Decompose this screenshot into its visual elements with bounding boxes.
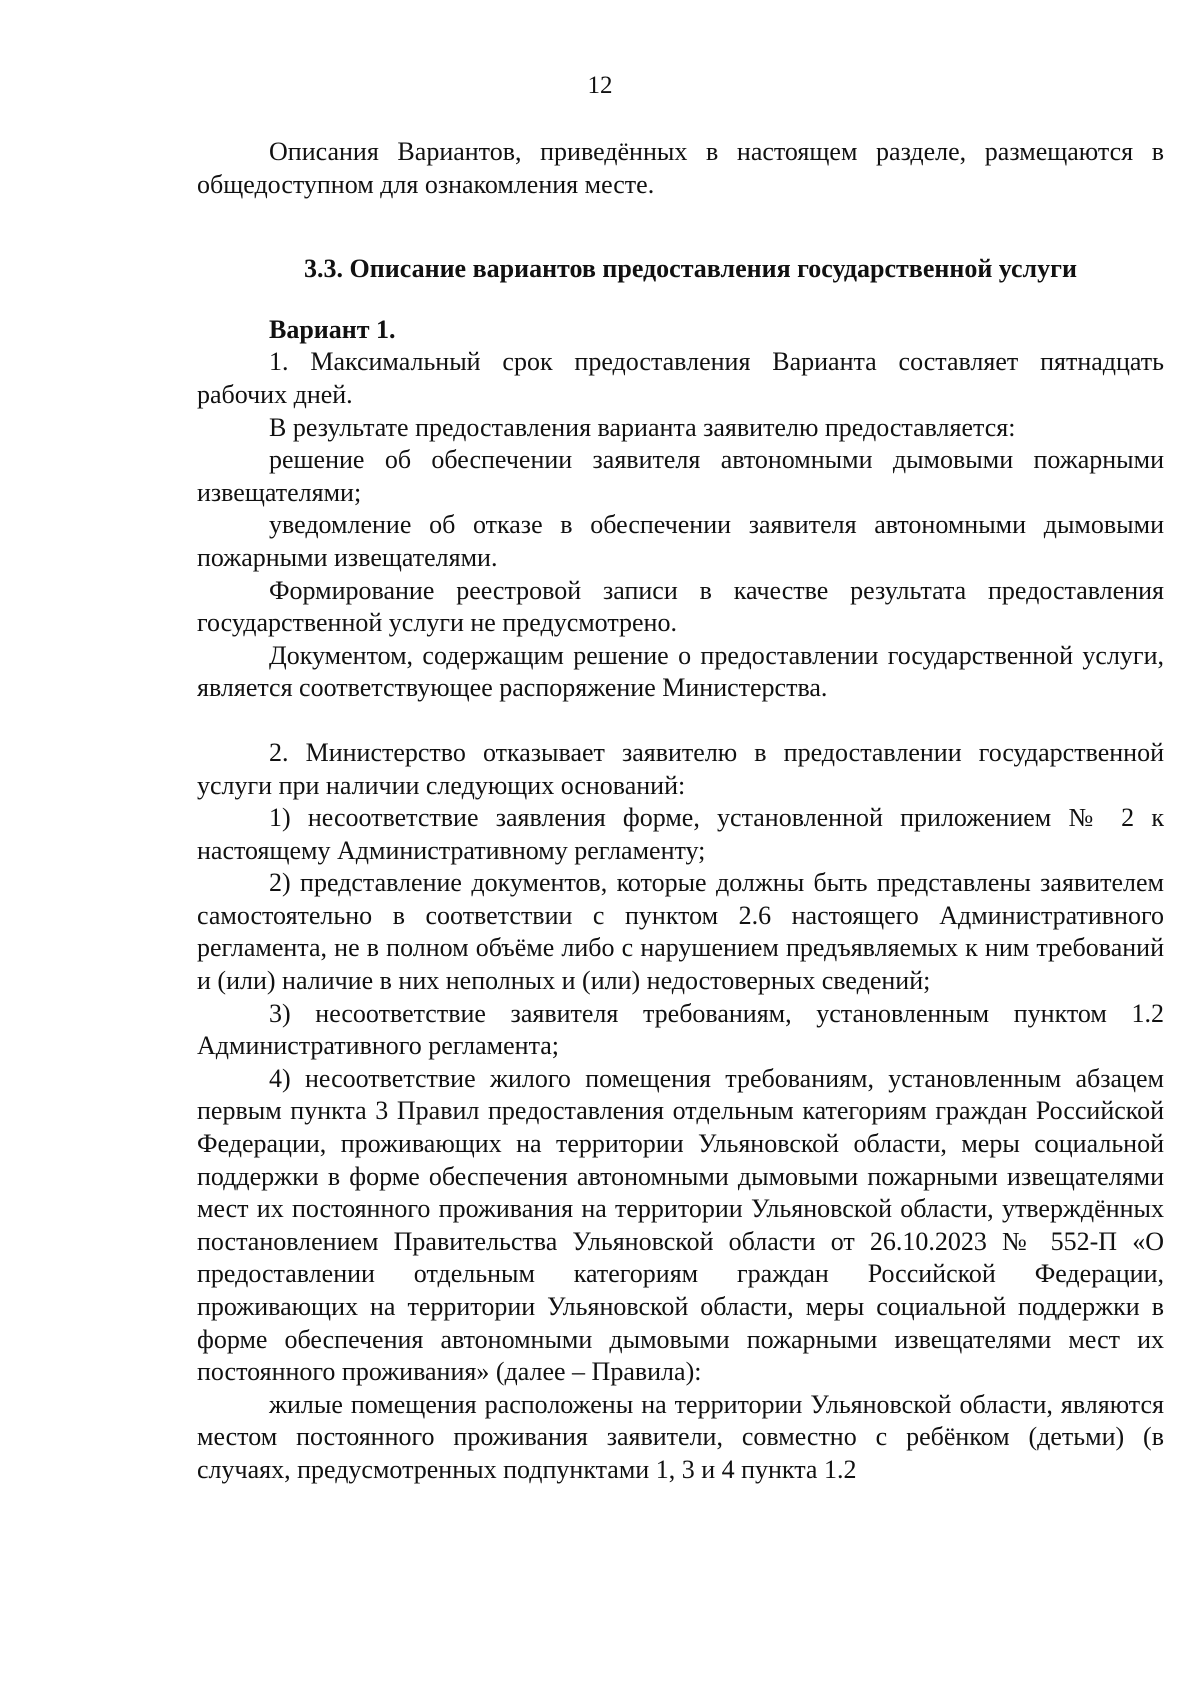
paragraph-refusal-notice: уведомление об отказе в обеспечении заявителя автономными дымовыми пожарными извещателями. (197, 510, 1164, 572)
paragraph-housing: жилые помещения расположены на территории Ульяновской области, являются местом постоянного проживания заявители, совместно с ребёнком (детьми) (в случаях, предусмотренных подпунктами 1, 3 и 4 пункта 1.2 (197, 1389, 1164, 1484)
paragraph-refusal-grounds: 2. Министерство отказывает заявителю в предоставлении государственной услуги при наличии следующих оснований: (197, 737, 1164, 800)
paragraph-result-intro: В результате предоставления варианта заявителю предоставляется: (269, 412, 1016, 442)
list-item-3: 3) несоответствие заявителя требованиям, установленным пунктом 1.2 Административного регламента; (197, 998, 1164, 1061)
paragraph-term: 1. Максимальный срок предоставления Варианта составляет пятнадцать рабочих дней. (197, 347, 1164, 409)
section-heading: 3.3. Описание вариантов предоставления государственной услуги (304, 254, 1077, 284)
list-item-1: 1) несоответствие заявления форме, установленной приложением № 2 к настоящему Административному регламенту; (197, 803, 1164, 865)
list-item-4: 4) несоответствие жилого помещения требованиям, установленным абзацем первым пункта 3 Правил предоставления отдельным категориям граждан Российской Федерации, проживающих на территории Ульяновской области, меры социальной поддержки в форме обеспечения автономными дымовыми пожарными извещателями мест их постоянного проживания на территории Ульяновской области, утверждённых постановлением Правительства Ульяновской области от 26.10.2023 № 552-П «О предоставлении отдельным категориям граждан Российской Федерации, проживающих на территории Ульяновской области, меры социальной поддержки в форме обеспечения автономными дымовыми пожарными извещателями мест их постоянного проживания» (далее – Правила): (197, 1063, 1164, 1387)
paragraph-registry: Формирование реестровой записи в качестве результата предоставления государственной услуги не предусмотрено. (197, 575, 1164, 638)
variant-title: Вариант 1. (269, 314, 396, 344)
paragraph-document: Документом, содержащим решение о предоставлении государственной услуги, является соответствующее распоряжение Министерства. (197, 640, 1164, 703)
list-item-2: 2) представление документов, которые должны быть представлены заявителем самостоятельно в соответствии с пунктом 2.6 настоящего Административного регламента, не в полном объёме либо с нарушением предъявляемых к ним требований и (или) наличие в них неполных и (или) недостоверных сведений; (197, 868, 1164, 996)
page-number: 12 (587, 72, 613, 99)
intro-paragraph: Описания Вариантов, приведённых в настоящем разделе, размещаются в общедоступном для ознакомления месте. (197, 137, 1164, 199)
paragraph-decision: решение об обеспечении заявителя автономными дымовыми пожарными извещателями; (197, 445, 1164, 507)
document-body (197, 136, 1164, 1487)
